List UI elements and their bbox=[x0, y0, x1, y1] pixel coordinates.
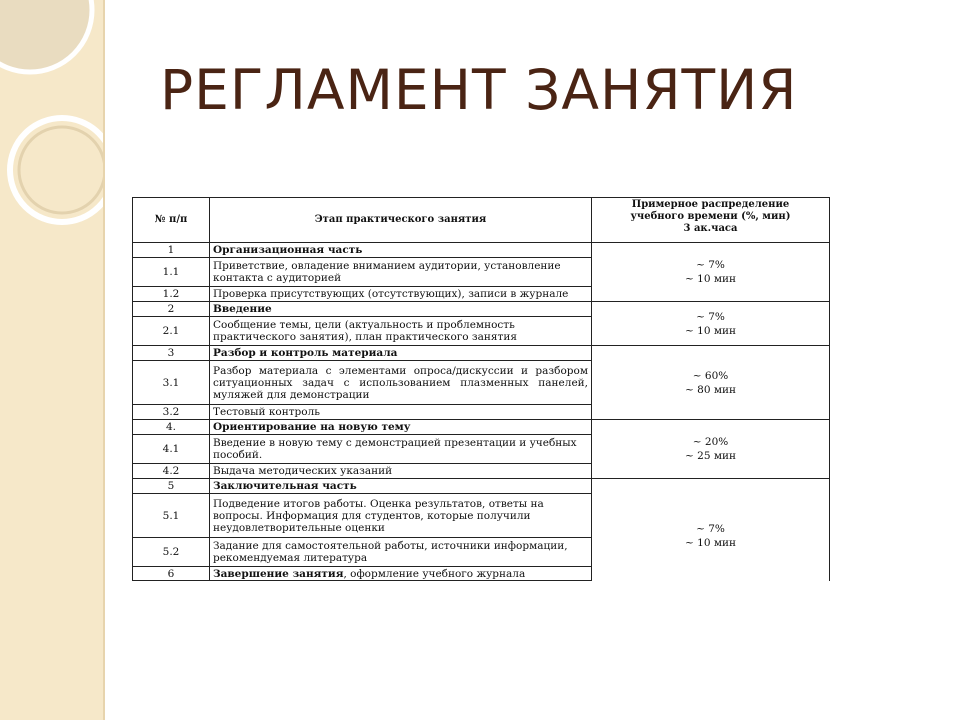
row-num: 6 bbox=[133, 567, 210, 581]
table-row bbox=[133, 479, 830, 494]
header-num: № п/п bbox=[133, 198, 210, 243]
row-stage: Разбор материала с элементами опроса/дискуссии и разбором ситуационных задач с использованием плазменных панелей, муляжей для демонстрации bbox=[210, 361, 592, 405]
row-num: 5.1 bbox=[133, 494, 210, 538]
row-num: 5.2 bbox=[133, 538, 210, 567]
row-stage: Заключительная часть bbox=[210, 479, 592, 494]
table-row bbox=[133, 420, 830, 435]
row-stage: Тестовый контроль bbox=[210, 405, 592, 420]
row-stage: Введение bbox=[210, 302, 592, 317]
header-stage: Этап практического занятия bbox=[210, 198, 592, 243]
time-distribution-cell: ~ 7% ~ 10 мин bbox=[592, 479, 830, 581]
decorative-circles-icon bbox=[0, 0, 103, 300]
header-distribution: Примерное распределение учебного времени (%, мин) 3 ак.часа bbox=[592, 198, 830, 243]
page-title: РЕГЛАМЕНТ ЗАНЯТИЯ bbox=[160, 58, 798, 122]
row-stage: Разбор и контроль материала bbox=[210, 346, 592, 361]
row-num: 5 bbox=[133, 479, 210, 494]
row-stage: Ориентирование на новую тему bbox=[210, 420, 592, 435]
row-stage: Задание для самостоятельной работы, источники информации, рекомендуемая литература bbox=[210, 538, 592, 567]
table-row bbox=[133, 346, 830, 361]
row-stage: Сообщение темы, цели (актуальность и проблемность практического занятия), план практического занятия bbox=[210, 317, 592, 346]
row-num: 4. bbox=[133, 420, 210, 435]
time-distribution-cell: ~ 7% ~ 10 мин bbox=[592, 302, 830, 346]
row-stage: Приветствие, овладение вниманием аудитории, установление контакта с аудиторией bbox=[210, 258, 592, 287]
time-distribution-cell: ~ 60% ~ 80 мин bbox=[592, 346, 830, 420]
row-num: 1.2 bbox=[133, 287, 210, 302]
table-row bbox=[133, 302, 830, 317]
row-stage: Организационная часть bbox=[210, 243, 592, 258]
schedule-table bbox=[132, 197, 830, 581]
table-row bbox=[133, 243, 830, 258]
row-num: 4.2 bbox=[133, 464, 210, 479]
row-num: 1.1 bbox=[133, 258, 210, 287]
row-num: 2.1 bbox=[133, 317, 210, 346]
row-num: 1 bbox=[133, 243, 210, 258]
time-distribution-cell: ~ 7% ~ 10 мин bbox=[592, 243, 830, 302]
time-distribution-cell: ~ 20% ~ 25 мин bbox=[592, 420, 830, 479]
row-stage: Введение в новую тему с демонстрацией презентации и учебных пособий. bbox=[210, 435, 592, 464]
row-num: 2 bbox=[133, 302, 210, 317]
row-num: 4.1 bbox=[133, 435, 210, 464]
row-num: 3.2 bbox=[133, 405, 210, 420]
row-stage: Подведение итогов работы. Оценка результатов, ответы на вопросы. Информация для студентов, которые получили неудовлетворительные оценки bbox=[210, 494, 592, 538]
decorative-side-panel bbox=[0, 0, 105, 720]
row-stage: Завершение занятия, оформление учебного журнала bbox=[210, 567, 592, 581]
row-num: 3.1 bbox=[133, 361, 210, 405]
row-stage: Проверка присутствующих (отсутствующих), записи в журнале bbox=[210, 287, 592, 302]
row-num: 3 bbox=[133, 346, 210, 361]
row-stage: Выдача методических указаний bbox=[210, 464, 592, 479]
table-header-row bbox=[133, 198, 830, 243]
